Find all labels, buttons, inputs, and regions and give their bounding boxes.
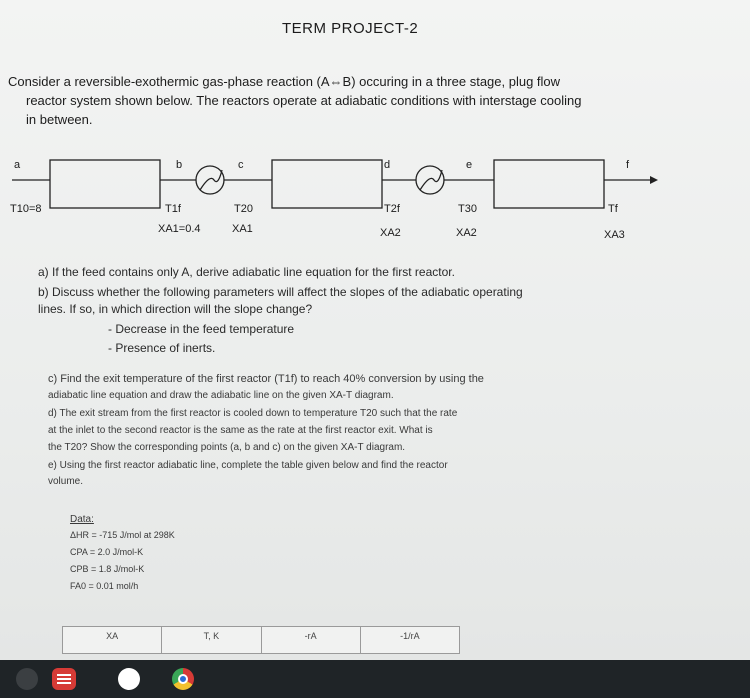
part-a: a) If the feed contains only A, derive adiabatic line equation for the first reactor. (38, 265, 455, 279)
label-tf: Tf (608, 203, 618, 215)
intro-line-1: Consider a reversible-exothermic gas-phase reaction (A⇔B) occuring in a three stage, plug flow (8, 74, 561, 89)
cooler-2-coil (420, 170, 442, 190)
label-t30: T30 (458, 203, 477, 215)
label-xa3: XA3 (604, 229, 625, 241)
reactor-3 (494, 160, 604, 208)
app-icon[interactable] (118, 668, 140, 690)
part-b-bullet-2: - Presence of inerts. (108, 341, 216, 355)
part-c-line-2: adiabatic line equation and draw the adiabatic line on the given XA-T diagram. (48, 390, 394, 401)
outlet-arrow-icon (650, 176, 658, 184)
point-f: f (626, 159, 630, 171)
label-xa1: XA1 (232, 223, 253, 235)
part-d-line-2: at the inlet to the second reactor is the same as the rate at the first reactor exit. What is (48, 425, 433, 436)
reactor-1 (50, 160, 160, 208)
menu-icon[interactable] (52, 668, 76, 690)
label-t20: T20 (234, 203, 253, 215)
part-e-line-1: e) Using the first reactor adiabatic line, complete the table given below and find the reactor (48, 460, 448, 471)
question-intro (8, 72, 581, 129)
part-d-line-3: the T20? Show the corresponding points (a, b and c) on the given XA-T diagram. (48, 442, 406, 453)
cooler-1-coil (200, 170, 222, 190)
reactor-diagram (0, 150, 750, 260)
label-t2f: T2f (384, 203, 400, 215)
data-line-3: CPB = 1.8 J/mol-K (70, 564, 145, 574)
table-header-t: T, K (162, 627, 261, 653)
table-header-xa: XA (63, 627, 162, 653)
chrome-icon[interactable] (172, 668, 194, 690)
label-xa2-left: XA2 (380, 227, 401, 239)
point-e: e (466, 159, 473, 171)
part-b-line-2: lines. If so, in which direction will the slope change? (38, 302, 313, 316)
taskbar (0, 660, 750, 698)
data-line-4: FA0 = 0.01 mol/h (70, 581, 139, 591)
label-xa1-0: XA1=0.4 (158, 223, 201, 235)
label-xa2-right: XA2 (456, 227, 477, 239)
point-a: a (14, 159, 21, 171)
part-e-line-2: volume. (48, 476, 84, 487)
reactor-2 (272, 160, 382, 208)
data-heading: Data: (70, 514, 94, 525)
point-b: b (176, 159, 183, 171)
label-t1f: T1f (165, 203, 181, 215)
table-header-inv-ra: -1/rA (400, 631, 420, 641)
point-c: c (238, 159, 244, 171)
part-b-bullet-1: - Decrease in the feed temperature (108, 322, 295, 336)
page-title: TERM PROJECT-2 (282, 20, 419, 37)
data-line-2: CPA = 2.0 J/mol-K (70, 547, 144, 557)
part-d-line-1: d) The exit stream from the first reactor is cooled down to temperature T20 such that the rate (48, 408, 458, 419)
results-table (62, 626, 460, 654)
start-icon[interactable] (16, 668, 38, 690)
table-header-ra: -rA (262, 627, 361, 653)
intro-line-2: reactor system shown below. The reactors operate at adiabatic conditions with interstage cooling (26, 93, 582, 108)
point-d: d (384, 159, 391, 171)
part-b-line-1: b) Discuss whether the following parameters will affect the slopes of the adiabatic operating (38, 285, 523, 299)
label-t10: T10=8 (10, 203, 42, 215)
data-line-1: ΔHR = -715 J/mol at 298K (70, 530, 175, 540)
intro-line-3: in between. (26, 112, 93, 127)
part-c-line-1: c) Find the exit temperature of the first reactor (T1f) to reach 40% conversion by using the (48, 373, 484, 385)
